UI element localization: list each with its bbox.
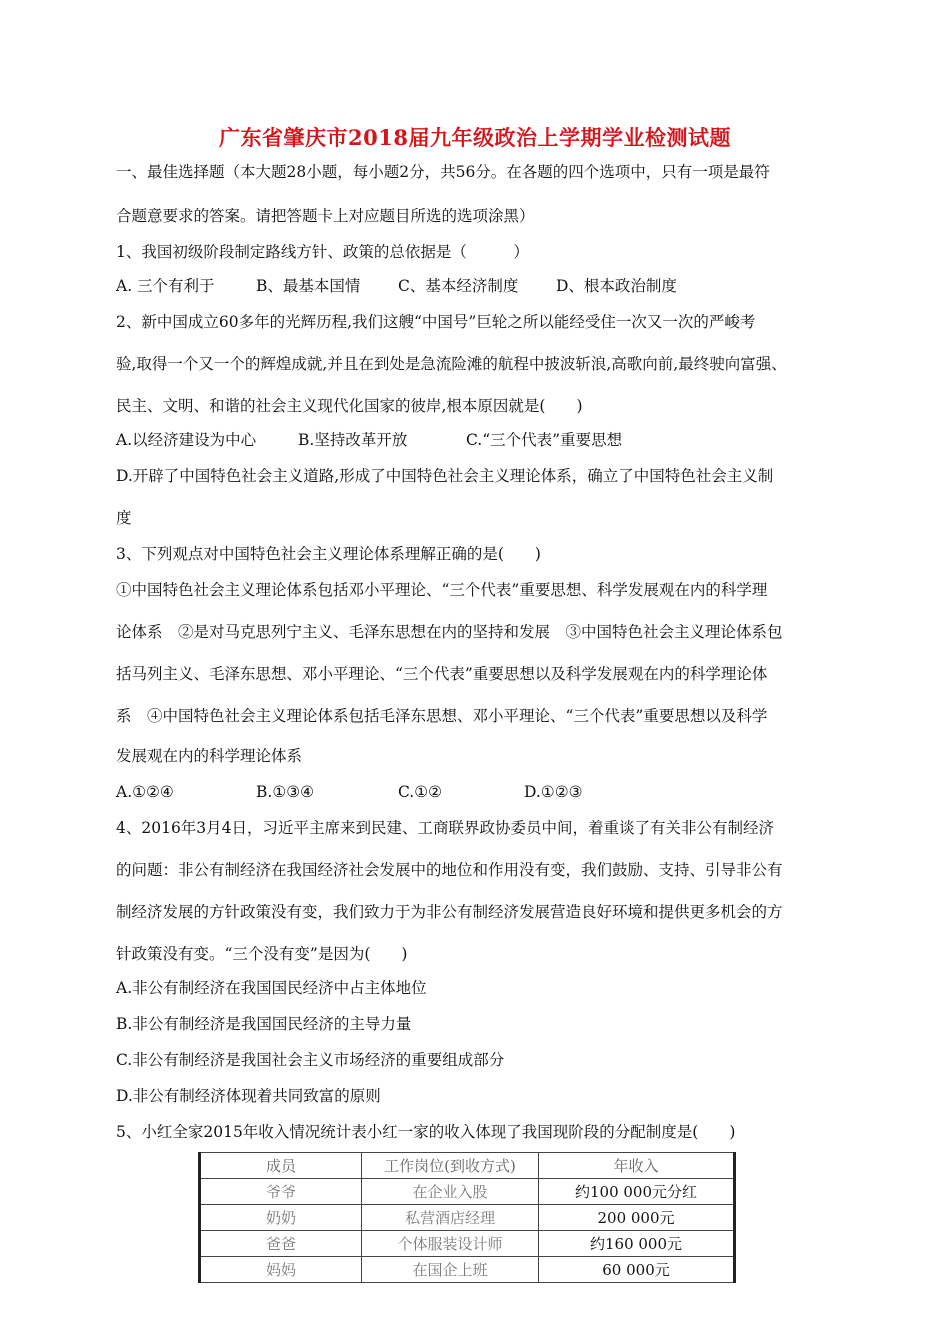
- table-cell-job: 个体服装设计师: [362, 1231, 539, 1257]
- table-cell-income: 约160 000元: [539, 1231, 735, 1257]
- table-header-member: 成员: [200, 1153, 362, 1179]
- table-cell-income: 约100 000元分红: [539, 1179, 735, 1205]
- question-3-line-5: 系 ④中国特色社会主义理论体系包括毛泽东思想、邓小平理论、“三个代表”重要思想以及科学: [116, 707, 768, 725]
- income-table: [198, 1152, 736, 1283]
- table-header-income: 年收入: [539, 1153, 735, 1179]
- question-3-options: [116, 782, 583, 802]
- table-cell-member: 爷爷: [200, 1179, 362, 1205]
- question-4-line-3: 制经济发展的方针政策没有变，我们致力于为非公有制经济发展营造良好环境和提供更多机会的方: [116, 903, 783, 921]
- question-3-line-2: ①中国特色社会主义理论体系包括邓小平理论、“三个代表”重要思想、科学发展观在内的科学理: [116, 581, 768, 599]
- q1-option-b: B、最基本国情: [256, 277, 361, 295]
- q3-option-d: D.①②③: [524, 783, 583, 801]
- question-4-line-1: 4、2016年3月4日，习近平主席来到民建、工商联界政协委员中间，着重谈了有关非公有制经济: [116, 819, 775, 837]
- q3-option-a: A.①②④: [116, 783, 174, 801]
- question-1-options: [116, 276, 677, 296]
- q4-option-c: C.非公有制经济是我国社会主义市场经济的重要组成部分: [116, 1051, 505, 1069]
- table-row: [200, 1257, 735, 1283]
- section-intro-line-1: 一、最佳选择题（本大题28小题，每小题2分，共56分。在各题的四个选项中，只有一项是最符: [116, 163, 770, 181]
- table-cell-job: 在企业入股: [362, 1179, 539, 1205]
- question-5-stem: 5、小红全家2015年收入情况统计表小红一家的收入体现了我国现阶段的分配制度是( ): [116, 1123, 736, 1141]
- q2-option-b: B.坚持改革开放: [298, 431, 408, 449]
- q2-option-c: C.“三个代表”重要思想: [466, 431, 623, 449]
- table-cell-income: 60 000元: [539, 1257, 735, 1283]
- question-2-options: [116, 430, 622, 450]
- table-row: [200, 1231, 735, 1257]
- q4-option-d: D.非公有制经济体现着共同致富的原则: [116, 1087, 381, 1105]
- table-cell-member: 爸爸: [200, 1231, 362, 1257]
- q3-option-c: C.①②: [398, 783, 443, 801]
- question-3-line-4: 括马列主义、毛泽东思想、邓小平理论、“三个代表”重要思想以及科学发展观在内的科学理论体: [116, 665, 768, 683]
- question-2-line-1: 2、新中国成立60多年的光辉历程,我们这艘“中国号”巨轮之所以能经受住一次又一次的严峻考: [116, 313, 756, 331]
- question-2-line-2: 验,取得一个又一个的辉煌成就,并且在到处是急流险滩的航程中披波斩浪,高歌向前,最终驶向富强、: [116, 355, 787, 373]
- table-header-job: 工作岗位(到收方式): [362, 1153, 539, 1179]
- q4-option-b: B.非公有制经济是我国国民经济的主导力量: [116, 1015, 412, 1033]
- q1-option-c: C、基本经济制度: [398, 277, 519, 295]
- table-cell-job: 在国企上班: [362, 1257, 539, 1283]
- q1-option-d: D、根本政治制度: [556, 277, 677, 295]
- table-cell-job: 私营酒店经理: [362, 1205, 539, 1231]
- table-row: [200, 1205, 735, 1231]
- table-cell-income: 200 000元: [539, 1205, 735, 1231]
- table-cell-member: 奶奶: [200, 1205, 362, 1231]
- page-title: 广东省肇庆市2018届九年级政治上学期学业检测试题: [219, 125, 731, 150]
- question-4-line-4: 针政策没有变。“三个没有变”是因为( ): [116, 945, 408, 963]
- q3-option-b: B.①③④: [256, 783, 315, 801]
- question-1-stem: 1、我国初级阶段制定路线方针、政策的总依据是（ ）: [116, 243, 529, 261]
- table-row: [200, 1179, 735, 1205]
- q2-option-a: A.以经济建设为中心: [116, 431, 257, 449]
- question-3-line-3: 论体系 ②是对马克思列宁主义、毛泽东思想在内的坚持和发展 ③中国特色社会主义理论体系包: [116, 623, 783, 641]
- question-4-line-2: 的问题：非公有制经济在我国经济社会发展中的地位和作用没有变，我们鼓励、支持、引导非公有: [116, 861, 783, 879]
- q4-option-a: A.非公有制经济在我国国民经济中占主体地位: [116, 979, 427, 997]
- table-header-row: [200, 1153, 735, 1179]
- section-intro-line-2: 合题意要求的答案。请把答题卡上对应题目所选的选项涂黑）: [116, 207, 535, 225]
- q1-option-a: A. 三个有利于: [116, 277, 215, 295]
- q2-option-d-line-2: 度: [116, 509, 132, 527]
- question-3-line-6: 发展观在内的科学理论体系: [116, 747, 303, 765]
- q2-option-d-line-1: D.开辟了中国特色社会主义道路,形成了中国特色社会主义理论体系，确立了中国特色社会主义制: [116, 467, 774, 485]
- question-3-stem: 3、下列观点对中国特色社会主义理论体系理解正确的是( ): [116, 545, 541, 563]
- table-cell-member: 妈妈: [200, 1257, 362, 1283]
- question-2-line-3: 民主、文明、和谐的社会主义现代化国家的彼岸,根本原因就是( ): [116, 397, 583, 415]
